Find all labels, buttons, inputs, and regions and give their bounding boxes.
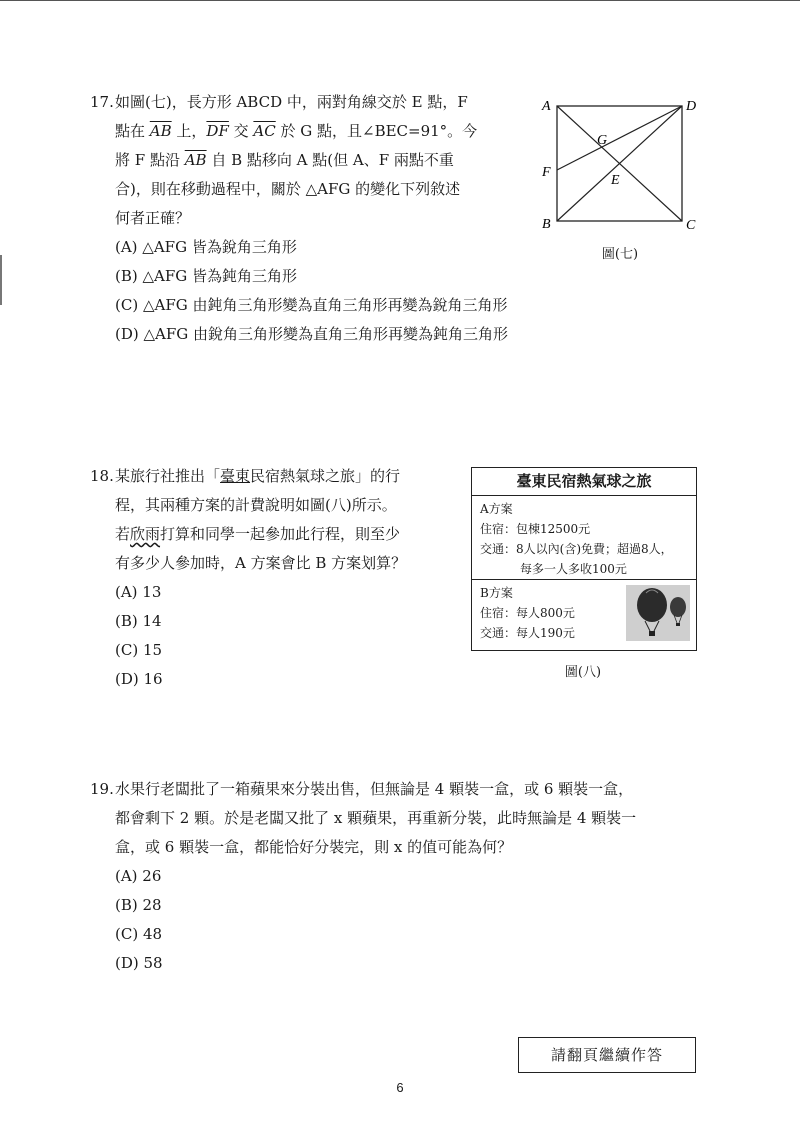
question-text-line: 點在 $\overline{AB}$ 上，$\overline{DF}$ 交 $\overline{AC}$ 於 G 點，且∠BEC=91°。今 (115, 122, 478, 140)
plan-b-section (472, 580, 696, 650)
question-text-line: 都會剩下 2 顆。於是老闆又批了 x 顆蘋果，再重新分裝，此時無論是 4 顆裝一 (115, 809, 637, 827)
option-d: (D) △AFG 由銳角三角形變為直角三角形再變為鈍角三角形 (115, 325, 509, 343)
label-g: G (597, 133, 608, 148)
plan-a-transport: 交通：8人以內(含)免費；超過8人， (480, 542, 673, 556)
plan-b-title: B方案 (480, 586, 513, 600)
question-text-line: 有多少人參加時，A 方案會比 B 方案划算？ (115, 554, 407, 572)
question-number: 19. (90, 780, 114, 798)
plan-b-lodging: 住宿：每人800元 (480, 606, 575, 620)
option-c: (C) 48 (115, 925, 163, 943)
hot-air-balloon-icon (626, 585, 690, 641)
option-d: (D) 16 (115, 670, 163, 688)
label-d: D (686, 99, 697, 114)
question-text-line: 合)，則在移動過程中，關於 △AFG 的變化下列敘述 (115, 180, 461, 198)
question-text-line: 將 F 點沿 $\overline{AB}$ 自 B 點移向 A 點(但 A、F 兩點不重 (115, 151, 454, 169)
plan-a-section (472, 496, 696, 580)
question-17 (90, 88, 508, 349)
question-number: 17. (90, 93, 114, 111)
question-text-line: 程，其兩種方案的計費說明如圖(八)所示。 (115, 496, 397, 514)
question-text-line: 盒，或 6 顆裝一盒，都能恰好分裝完，則 x 的值可能為何？ (115, 838, 513, 856)
question-text-line: 若欣雨打算和同學一起參加此行程，則至少 (115, 525, 401, 543)
option-a: (A) 26 (115, 867, 162, 885)
question-text: 如圖(七)，長方形 ABCD 中，兩對角線交於 E 點，F (115, 93, 468, 111)
label-f: F (542, 165, 551, 180)
segment-df (557, 106, 682, 170)
label-c: C (686, 218, 696, 233)
option-a: (A) △AFG 皆為銳角三角形 (115, 238, 297, 256)
continue-notice: 請翻頁繼續作答 (518, 1037, 696, 1073)
question-text: 水果行老闆批了一箱蘋果來分裝出售，但無論是 4 顆裝一盒，或 6 顆裝一盒， (115, 780, 634, 798)
option-b: (B) △AFG 皆為鈍角三角形 (115, 267, 298, 285)
label-e: E (611, 173, 620, 188)
label-a: A (542, 99, 551, 114)
question-18: 18.某旅行社推出「臺東民宿熱氣球之旅」的行 程，其兩種方案的計費說明如圖(八)所示。 若欣雨打算和同學一起參加此行程，則至少 有多少人參加時，A 方案會比 B 方案划算？ (A) 13 (B) 14 (C) 15 (D) 16 (90, 462, 406, 694)
page-top-edge (0, 0, 800, 1)
option-c: (C) 15 (115, 641, 163, 659)
plan-b-transport: 交通：每人190元 (480, 626, 575, 640)
plan-a-lodging: 住宿：包棟12500元 (480, 522, 591, 536)
scan-edge-mark (0, 255, 2, 305)
pricing-box-title: 臺東民宿熱氣球之旅 (472, 468, 696, 496)
option-b: (B) 14 (115, 612, 162, 630)
figure-8-caption: 圖(八) (564, 665, 602, 680)
question-number: 18. (90, 467, 114, 485)
option-d: (D) 58 (115, 954, 163, 972)
page-number: 6 (396, 1080, 404, 1095)
label-b: B (542, 217, 551, 232)
option-a: (A) 13 (115, 583, 162, 601)
option-b: (B) 28 (115, 896, 162, 914)
figure-7-caption: 圖(七) (601, 247, 639, 262)
plan-a-transport-extra: 每多一人多收100元 (520, 562, 627, 576)
option-c: (C) △AFG 由鈍角三角形變為直角三角形再變為銳角三角形 (115, 296, 508, 314)
question-text-line: 何者正確？ (115, 209, 191, 227)
figure-7-rectangle-diagram (535, 92, 705, 237)
figure-8-pricing-box (471, 467, 697, 651)
question-19 (90, 775, 636, 978)
plan-a-title: A方案 (480, 502, 513, 516)
